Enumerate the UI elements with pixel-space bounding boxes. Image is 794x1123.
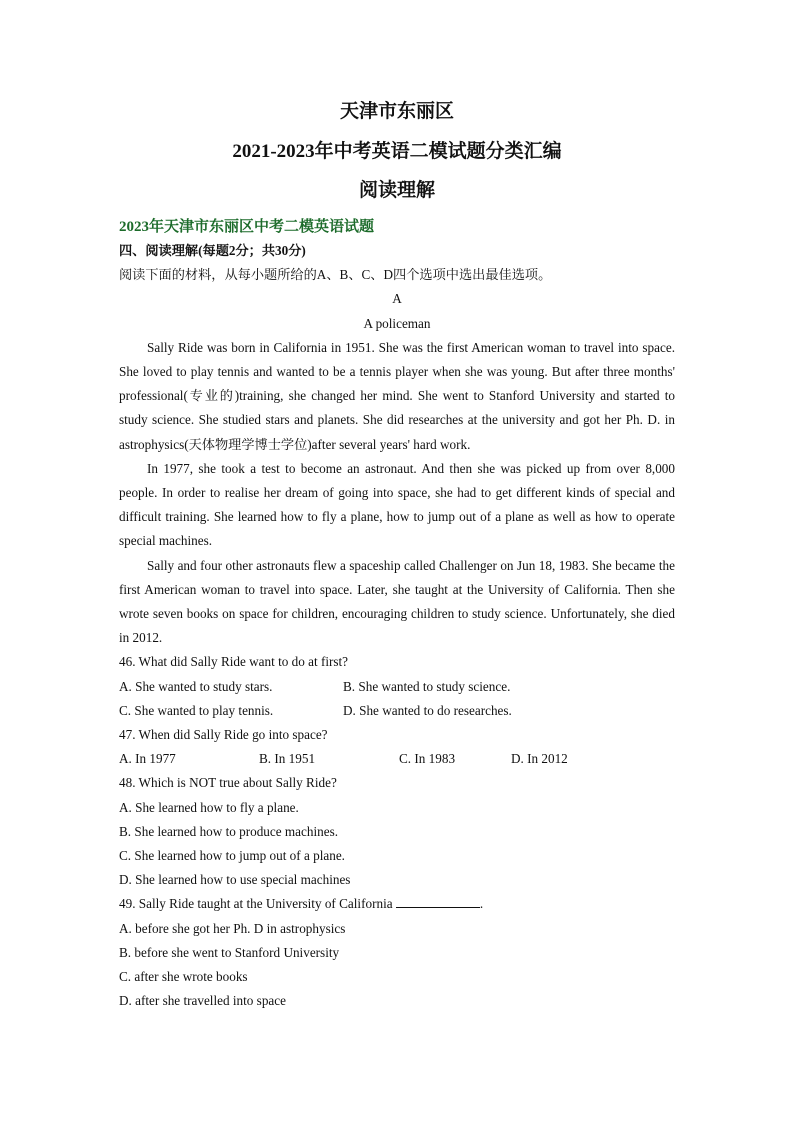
question-49-option-b: B. before she went to Stanford University <box>119 944 340 960</box>
question-47-option-b: B. In 1951 <box>259 751 316 767</box>
question-48-option-b: B. She learned how to produce machines. <box>119 823 338 839</box>
question-46-options-row-1 <box>119 675 675 699</box>
question-46-option-c: C. She wanted to play tennis. <box>119 702 274 718</box>
compilation-title: 2021-2023年中考英语二模试题分类汇编 <box>232 141 562 162</box>
question-48-option-a: A. She learned how to fly a plane. <box>119 799 299 815</box>
question-49-option-c: C. after she wrote books <box>119 969 248 985</box>
question-48-stem: 48. Which is NOT true about Sally Ride? <box>119 775 337 791</box>
question-49-end: . <box>479 896 484 912</box>
question-46-stem: 46. What did Sally Ride want to do at first? <box>119 654 349 670</box>
passage-paragraph-3: Sally and four other astronauts flew a spaceship called Challenger on Jun 18, 1983. She became the first American woman to travel into space. Later, she taught at the University of California. Then she wrote seven books on space for children, encouraging children to study science. Unfortunately, she died in 2012. <box>119 557 675 646</box>
question-46-options-row-2 <box>119 699 675 723</box>
question-47-options <box>119 747 675 771</box>
region-title: 天津市东丽区 <box>339 101 454 122</box>
question-47-option-c: C. In 1983 <box>399 751 456 767</box>
question-46-option-a: A. She wanted to study stars. <box>119 678 273 694</box>
passage-label: A <box>392 291 402 307</box>
topic-title: 阅读理解 <box>358 180 435 201</box>
question-47-option-d: D. In 2012 <box>511 751 568 767</box>
question-48-option-c: C. She learned how to jump out of a plane. <box>119 848 345 864</box>
question-49-option-d: D. after she travelled into space <box>119 993 286 1009</box>
question-49-stem: 49. Sally Ride taught at the University of California <box>119 896 393 912</box>
part-title: 四、阅读理解(每题2分；共30分) <box>119 243 306 258</box>
question-47-stem: 47. When did Sally Ride go into space? <box>119 727 328 743</box>
question-47-option-a: A. In 1977 <box>119 751 176 767</box>
exam-title: 2023年天津市东丽区中考二模英语试题 <box>119 219 375 235</box>
answer-blank <box>396 893 480 908</box>
question-46-option-b: B. She wanted to study science. <box>343 678 511 694</box>
instruction: 阅读下面的材料，从每小题所给的A、B、C、D四个选项中选出最佳选项。 <box>119 267 552 283</box>
passage-paragraph-1: Sally Ride was born in California in 1951. She was the first American woman to travel into space. She loved to play tennis and wanted to be a tennis player when she was young. But after three months' professional(专业的)training, she changed her mind. She went to Stanford University and started to study science. She studied stars and planets. She did researches at the university and got her Ph. D. in astrophysics(天体物理学博士学位)after several years' hard work. <box>119 339 675 452</box>
passage-paragraph-2: In 1977, she took a test to become an astronaut. And then she was picked up from over 8,000 people. In order to realise her dream of going into space, she had to get different kinds of special and difficult training. She learned how to fly a plane, how to jump out of a plane as well as how to operate special machines. <box>119 460 675 549</box>
question-49-option-a: A. before she got her Ph. D in astrophysics <box>119 920 346 936</box>
passage-title: A policeman <box>363 315 431 331</box>
question-49-line <box>119 892 675 916</box>
question-46-option-d: D. She wanted to do researches. <box>343 702 512 718</box>
question-48-option-d: D. She learned how to use special machines <box>119 872 351 888</box>
content-body <box>119 215 675 1014</box>
